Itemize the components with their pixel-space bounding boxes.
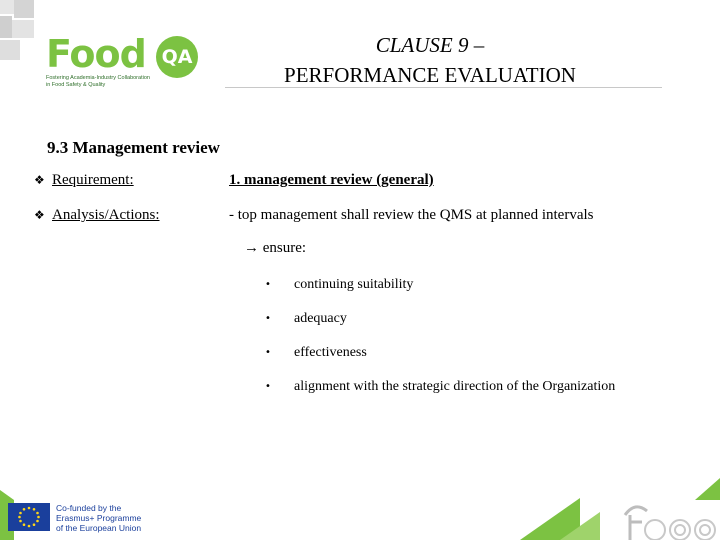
bullet-icon: • xyxy=(265,313,271,324)
requirement-label-row xyxy=(34,170,134,190)
title-divider xyxy=(225,87,662,88)
logo-tagline: Fostering Academia-Industry Collaboration in Food Safety & Quality xyxy=(46,75,150,88)
analysis-label-row xyxy=(34,205,160,225)
bullet-icon: • xyxy=(265,347,271,358)
title-line-1: CLAUSE 9 – xyxy=(375,33,485,57)
decorative-pattern-bottom-right xyxy=(520,470,720,540)
section-heading: 9.3 Management review xyxy=(47,138,220,157)
logo-wordmark: Food xyxy=(46,32,146,76)
bullet-icon: • xyxy=(265,279,271,290)
diamond-bullet-icon: ❖ xyxy=(34,173,45,187)
title-line-2: PERFORMANCE EVALUATION xyxy=(284,63,576,87)
slide-title xyxy=(240,30,620,90)
logo-qa-badge: QA xyxy=(156,36,198,78)
analysis-label: Analysis/Actions: xyxy=(52,207,160,223)
decorative-squares-top xyxy=(0,0,34,60)
analysis-value: - top management shall review the QMS at planned intervals xyxy=(229,207,594,223)
requirement-value: 1. management review (general) xyxy=(229,172,434,188)
bullet-icon: • xyxy=(265,381,271,392)
requirement-label: Requirement: xyxy=(52,172,134,188)
eu-flag-icon xyxy=(8,503,50,531)
eu-cofunded-text: Co-funded by the Erasmus+ Programme of the European Union xyxy=(56,503,142,533)
diamond-bullet-icon: ❖ xyxy=(34,208,45,222)
foodqa-logo xyxy=(46,34,206,92)
ensure-label: → ensure: xyxy=(244,240,307,256)
